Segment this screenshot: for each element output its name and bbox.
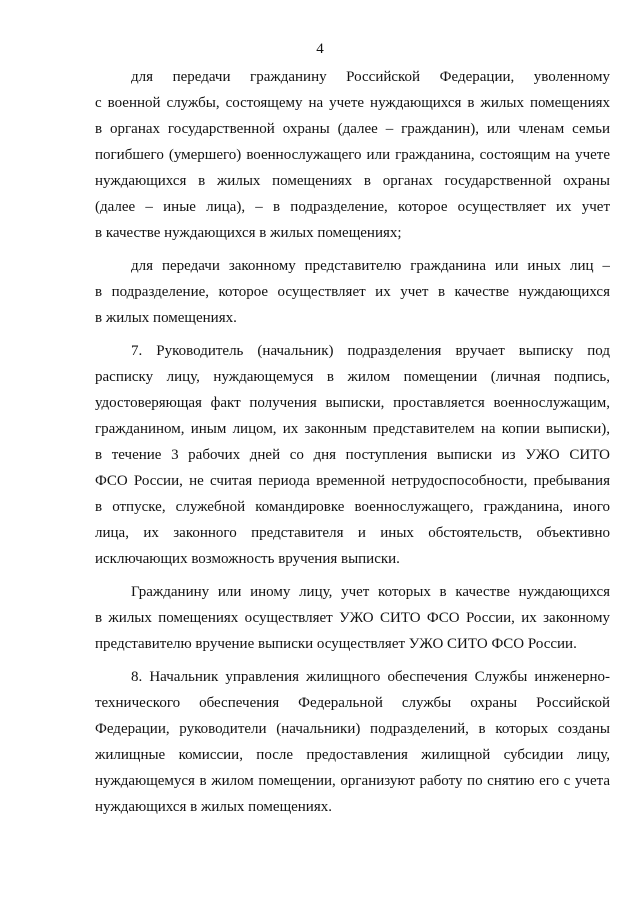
text-line: (далее – иные лица), – в подразделение, которое осуществляет их учет [95, 199, 610, 215]
text-line: в жилых помещениях. [95, 310, 237, 326]
text-line: расписку лицу, нуждающемуся в жилом помещении (личная подпись, [95, 369, 610, 385]
paragraph-item-7 [95, 338, 610, 572]
text-line: представителю вручение выписки осуществляет УЖО СИТО ФСО России. [95, 636, 577, 652]
page-number: 4 [316, 41, 324, 57]
text-line: технического обеспечения Федеральной службы охраны Российской [95, 695, 610, 711]
document-body [95, 64, 610, 820]
text-line: в органах государственной охраны (далее – гражданин), или членам семьи [95, 121, 610, 137]
text-line: в подразделение, которое осуществляет их учет в качестве нуждающихся [95, 284, 610, 300]
text-line: в отпуске, служебной командировке военнослужащего, гражданина, иного [95, 499, 610, 515]
text-line: Федерации, руководители (начальники) подразделений, в которых созданы [95, 721, 610, 737]
text-line: с военной службы, состоящему на учете нуждающихся в жилых помещениях [95, 95, 610, 111]
text-line: лица, их законного представителя и иных обстоятельств, объективно [95, 525, 610, 541]
text-line: для передачи гражданину Российской Федерации, уволенному [131, 69, 610, 85]
text-line: удостоверяющая факт получения выписки, проставляется военнослужащим, [95, 395, 610, 411]
paragraph-transfer-to-citizen [95, 64, 610, 246]
paragraph-item-8 [95, 664, 610, 820]
paragraph-transfer-to-representative [95, 253, 610, 331]
text-line: для передачи законному представителю гражданина или иных лиц – [131, 258, 610, 274]
text-line: погибшего (умершего) военнослужащего или гражданина, состоящим на учете [95, 147, 610, 163]
text-line: ФСО России, не считая периода временной нетрудоспособности, пребывания [95, 473, 610, 489]
text-line: 8. Начальник управления жилищного обеспечения Службы инженерно- [131, 669, 610, 685]
text-line: нуждающемуся в жилом помещении, организуют работу по снятию его с учета [95, 773, 610, 789]
text-line: нуждающихся в жилых помещениях. [95, 799, 332, 815]
text-line: в течение 3 рабочих дней со дня поступления выписки из УЖО СИТО [95, 447, 610, 463]
text-line: нуждающихся в жилых помещениях в органах государственной охраны [95, 173, 610, 189]
text-line: 7. Руководитель (начальник) подразделения вручает выписку под [131, 343, 610, 359]
text-line: исключающих возможность вручения выписки. [95, 551, 400, 567]
text-line: в качестве нуждающихся в жилых помещениях; [95, 225, 402, 241]
text-line: Гражданину или иному лицу, учет которых в качестве нуждающихся [131, 584, 610, 600]
text-line: в жилых помещениях осуществляет УЖО СИТО ФСО России, их законному [95, 610, 610, 626]
paragraph-uzho-delivery [95, 579, 610, 657]
text-line: гражданином, иным лицом, их законным представителем на копии выписки), [95, 421, 610, 437]
text-line: жилищные комиссии, после предоставления жилищной субсидии лицу, [95, 747, 610, 763]
